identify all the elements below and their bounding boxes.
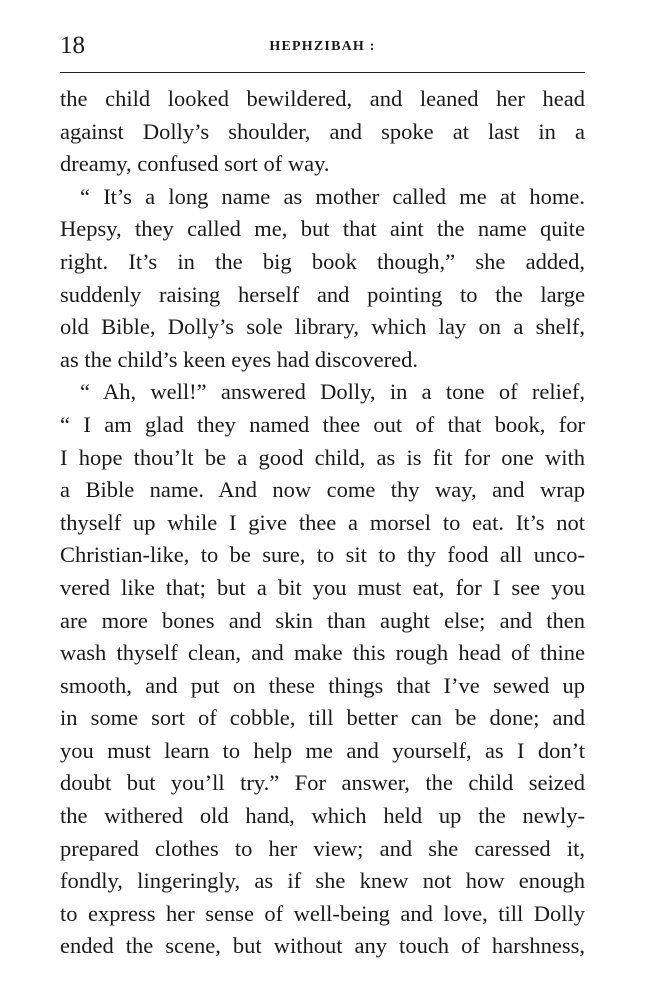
text-line: “ It’s a long name as mother called me at home. [80, 183, 585, 209]
header-rule [60, 72, 585, 73]
text-line: right. It’s in the big book though,” she added, [60, 248, 585, 274]
text-line: the withered old hand, which held up the newly- [60, 803, 585, 829]
text-line: prepared clothes to her view; and she caressed it, [60, 835, 585, 861]
text-line: vered like that; but a bit you must eat, for I see you [60, 574, 585, 600]
text-line: a Bible name. And now come thy way, and wrap [60, 477, 585, 503]
text-line: as the child’s keen eyes had discovered. [60, 346, 419, 372]
text-line: you must learn to help me and yourself, as I don’t [60, 737, 585, 763]
text-line: wash thyself clean, and make this rough head of thine [60, 640, 585, 666]
text-line: dreamy, confused sort of way. [60, 151, 330, 177]
text-line: fondly, lingeringly, as if she knew not how enough [60, 868, 585, 894]
text-line: Christian-like, to be sure, to sit to thy food all unco- [60, 542, 585, 568]
text-line: old Bible, Dolly’s sole library, which lay on a shelf, [60, 314, 585, 340]
text-line: suddenly raising herself and pointing to the large [60, 281, 585, 307]
text-line: doubt but you’ll try.” For answer, the child seized [60, 770, 585, 796]
text-line: against Dolly’s shoulder, and spoke at last in a [60, 118, 585, 144]
text-line: I hope thou’lt be a good child, as is fit for one with [60, 444, 585, 470]
text-line: smooth, and put on these things that I’ve sewed up [60, 672, 585, 698]
text-line: “ Ah, well!” answered Dolly, in a tone of relief, [80, 379, 585, 405]
text-line: the child looked bewildered, and leaned her head [60, 86, 585, 111]
text-line: ended the scene, but without any touch of harshness, [60, 933, 585, 959]
text-line: to express her sense of well-being and love, till Dolly [60, 900, 585, 926]
text-line: “ I am glad they named thee out of that book, for [60, 411, 585, 437]
text-line: in some sort of cobble, till better can be done; and [60, 705, 585, 731]
page-number: 18 [60, 32, 85, 59]
text-line: Hepsy, they called me, but that aint the name quite [60, 216, 585, 242]
text-line: thyself up while I give thee a morsel to eat. It’s not [60, 509, 585, 535]
text-line: are more bones and skin than aught else; and then [60, 607, 585, 633]
running-head [60, 28, 585, 68]
running-title: HEPHZIBAH : [269, 39, 376, 54]
body-text [60, 83, 585, 963]
